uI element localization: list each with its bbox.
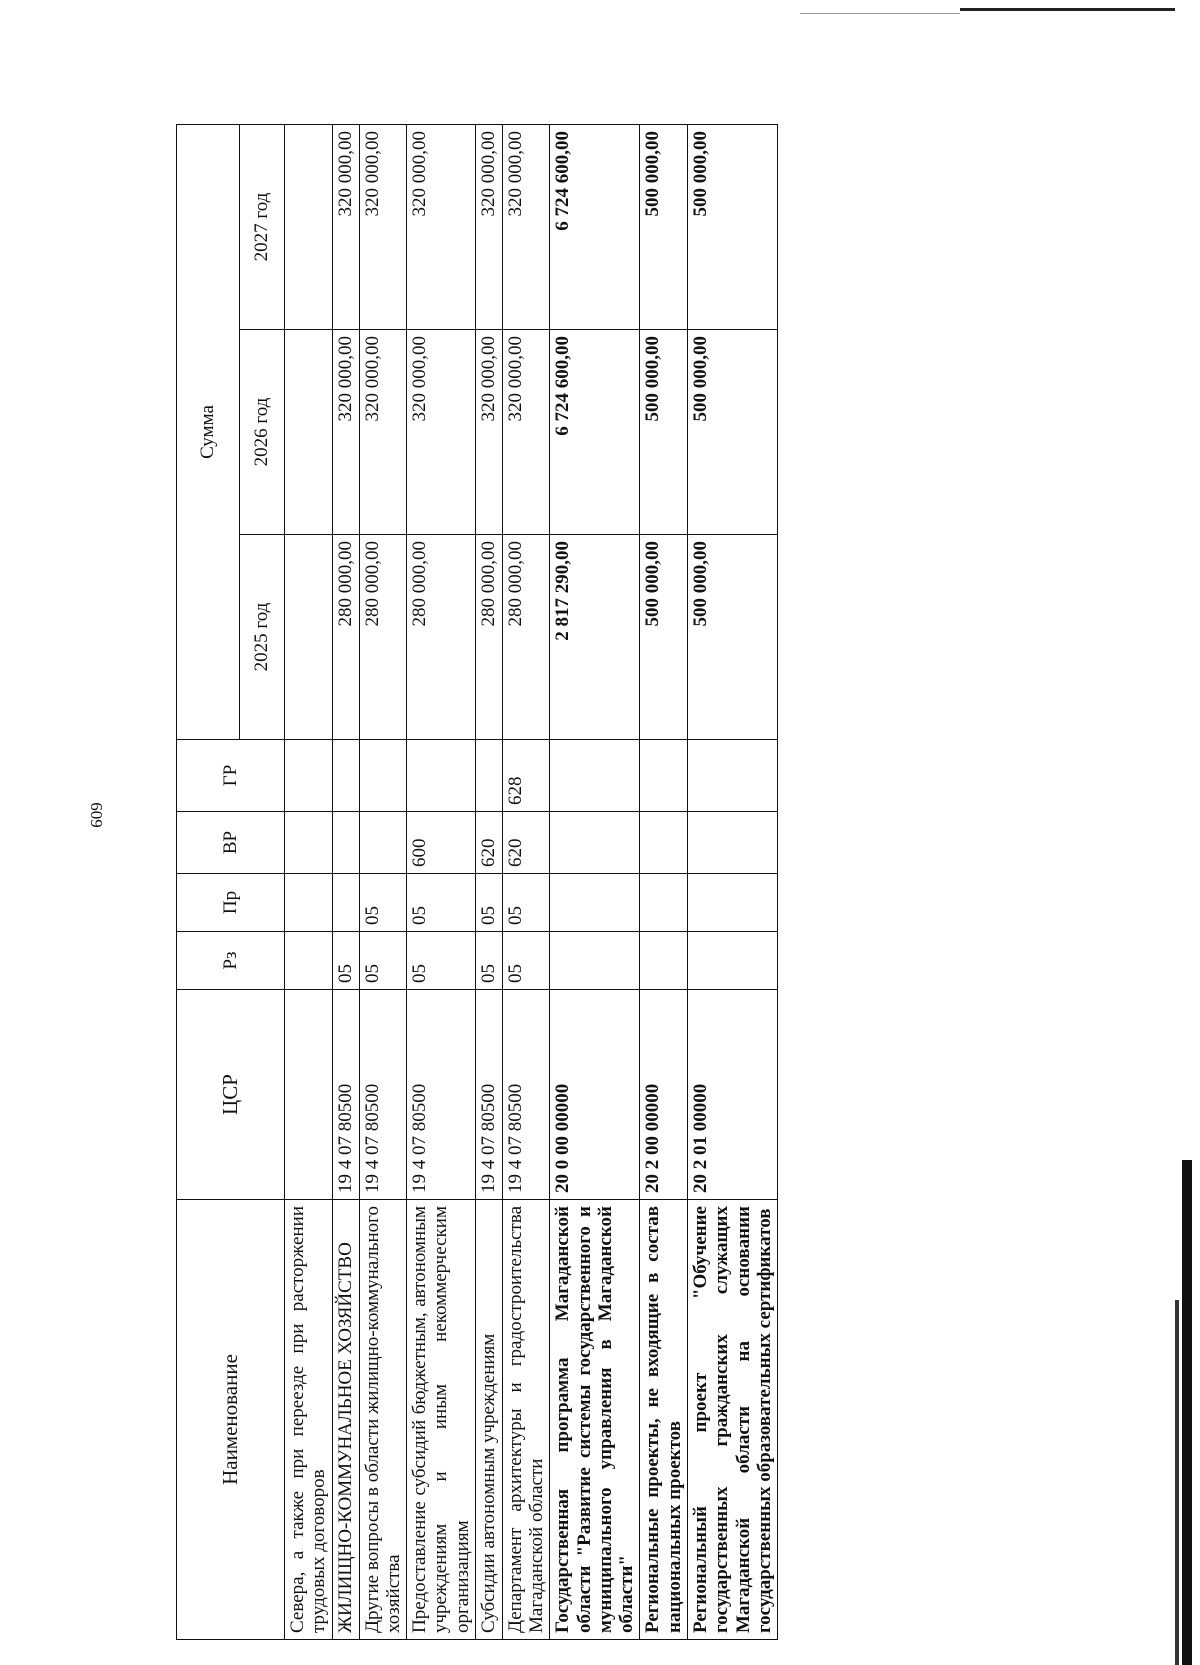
cell-csr: 20 2 01 00000 [687,990,777,1200]
cell-name: ЖИЛИЩНО-КОММУНАЛЬНОЕ ХОЗЯЙСТВО [332,1200,359,1640]
table-row [359,124,407,1639]
cell-pr [285,874,333,932]
cell-vr: 600 [407,812,476,874]
table-header-row [177,124,240,1639]
cell-name: Региональные проекты, не входящие в состав национальных проектов [640,1200,688,1640]
table-row [687,124,777,1639]
cell-gr [550,740,640,812]
cell-y2025: 2 817 290,00 [550,535,640,740]
cell-pr [687,874,777,932]
cell-y2027: 320 000,00 [359,124,407,329]
cell-y2026: 320 000,00 [475,330,502,535]
cell-pr: 05 [475,874,502,932]
rotated-table-container [176,125,1146,1640]
cell-gr [407,740,476,812]
cell-y2027: 500 000,00 [687,124,777,329]
header-gr: ГР [177,740,285,812]
cell-vr [359,812,407,874]
cell-name: Предоставление субсидий бюджетным, автономным учреждениям и иным некоммерческим организациям [407,1200,476,1640]
cell-rz [640,932,688,990]
header-sum: Сумма [177,124,240,739]
table-row [285,124,333,1639]
table-row [550,124,640,1639]
cell-y2025: 500 000,00 [640,535,688,740]
cell-gr: 628 [502,740,550,812]
cell-y2026: 6 724 600,00 [550,330,640,535]
cell-y2025: 280 000,00 [359,535,407,740]
cell-csr [285,990,333,1200]
table-row [475,124,502,1639]
cell-y2027: 500 000,00 [640,124,688,329]
cell-vr [640,812,688,874]
cell-y2026 [285,330,333,535]
header-2025: 2025 год [240,535,285,740]
budget-table [176,124,778,1640]
cell-name: Региональный проект "Обучение государственных гражданских служащих Магаданской области на основании государственных образовательных сертификатов [687,1200,777,1640]
cell-csr: 20 2 00 00000 [640,990,688,1200]
cell-y2027 [285,124,333,329]
cell-y2025: 280 000,00 [475,535,502,740]
table-row [407,124,476,1639]
cell-gr [359,740,407,812]
cell-name: Другие вопросы в области жилищно-коммунального хозяйства [359,1200,407,1640]
cell-gr [475,740,502,812]
page-number: 609 [87,802,106,828]
cell-csr: 20 0 00 00000 [550,990,640,1200]
cell-vr [550,812,640,874]
cell-y2026: 320 000,00 [359,330,407,535]
cell-y2025: 280 000,00 [502,535,550,740]
table-row [332,124,359,1639]
cell-y2027: 320 000,00 [407,124,476,329]
cell-vr: 620 [475,812,502,874]
cell-y2026: 320 000,00 [332,330,359,535]
cell-rz [285,932,333,990]
cell-y2027: 6 724 600,00 [550,124,640,329]
cell-rz [550,932,640,990]
cell-pr [332,874,359,932]
header-name: Наименование [177,1200,285,1640]
scan-edge-line-faint [800,13,960,14]
cell-csr: 19 4 07 80500 [502,990,550,1200]
cell-vr [332,812,359,874]
cell-rz: 05 [332,932,359,990]
cell-name: Севера, а также при переезде при расторжении трудовых договоров [285,1200,333,1640]
cell-name: Департамент архитектуры и градостроительства Магаданской области [502,1200,550,1640]
cell-y2027: 320 000,00 [332,124,359,329]
cell-pr [550,874,640,932]
cell-gr [332,740,359,812]
scan-edge-shadow-inner [1175,1300,1179,1665]
cell-csr: 19 4 07 80500 [475,990,502,1200]
cell-pr: 05 [502,874,550,932]
table-body [285,124,778,1639]
cell-y2026: 500 000,00 [687,330,777,535]
cell-pr: 05 [359,874,407,932]
scan-edge-shadow [1182,1160,1192,1665]
cell-gr [640,740,688,812]
cell-rz: 05 [359,932,407,990]
cell-pr: 05 [407,874,476,932]
cell-y2026: 320 000,00 [502,330,550,535]
scan-edge-line [960,8,1175,11]
cell-vr: 620 [502,812,550,874]
table-row [502,124,550,1639]
cell-csr: 19 4 07 80500 [407,990,476,1200]
header-2027: 2027 год [240,124,285,329]
cell-y2027: 320 000,00 [475,124,502,329]
cell-y2025: 500 000,00 [687,535,777,740]
cell-csr: 19 4 07 80500 [332,990,359,1200]
header-2026: 2026 год [240,330,285,535]
cell-rz: 05 [407,932,476,990]
cell-name: Государственная программа Магаданской области "Развитие системы государственного и муниципального управления в Магаданской области" [550,1200,640,1640]
cell-csr: 19 4 07 80500 [359,990,407,1200]
cell-pr [640,874,688,932]
cell-y2025: 280 000,00 [332,535,359,740]
cell-rz: 05 [502,932,550,990]
cell-y2025 [285,535,333,740]
cell-y2025: 280 000,00 [407,535,476,740]
cell-gr [687,740,777,812]
cell-rz [687,932,777,990]
header-rz: Рз [177,932,285,990]
cell-gr [285,740,333,812]
header-pr: Пр [177,874,285,932]
cell-rz: 05 [475,932,502,990]
header-vr: ВР [177,812,285,874]
header-csr: ЦСР [177,990,285,1200]
cell-y2026: 500 000,00 [640,330,688,535]
table-row [640,124,688,1639]
cell-vr [687,812,777,874]
cell-y2027: 320 000,00 [502,124,550,329]
cell-name: Субсидии автономным учреждениям [475,1200,502,1640]
cell-vr [285,812,333,874]
cell-y2026: 320 000,00 [407,330,476,535]
